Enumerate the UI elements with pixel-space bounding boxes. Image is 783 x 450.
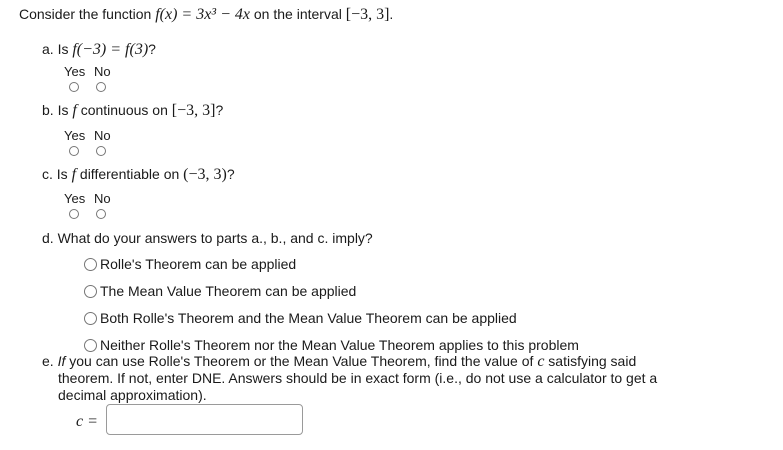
option-rolle[interactable]: Rolle's Theorem can be applied	[84, 255, 296, 273]
option-both[interactable]: Both Rolle's Theorem and the Mean Value Theorem can be applied	[84, 309, 517, 327]
answer-input[interactable]	[106, 404, 303, 435]
question-d: d. What do your answers to parts a., b., and c. imply?	[42, 230, 373, 246]
no-label: No	[94, 128, 111, 143]
yes-label: Yes	[64, 128, 86, 143]
option-mvt[interactable]: The Mean Value Theorem can be applied	[84, 282, 356, 300]
question-a: a. Is f(−3) = f(3)?	[42, 41, 156, 58]
question-c: c. Is f differentiable on (−3, 3)?	[42, 166, 235, 183]
radio-option-both[interactable]	[84, 312, 97, 325]
radio-option-mvt[interactable]	[84, 285, 97, 298]
question-b: b. Is f continuous on [−3, 3]?	[42, 102, 224, 119]
option-neither[interactable]: Neither Rolle's Theorem nor the Mean Value Theorem applies to this problem	[84, 336, 579, 354]
radio-option-neither[interactable]	[84, 339, 97, 352]
radio-b-no[interactable]	[96, 146, 106, 156]
interval-expression: [−3, 3]	[345, 6, 390, 23]
yes-no-labels-b	[64, 128, 111, 143]
radio-a-no[interactable]	[96, 82, 106, 92]
question-e: e. If you can use Rolle's Theorem or the Mean Value Theorem, find the value of c satisfying said theorem. If not, enter DNE. Answers should be in exact form (i.e., do not use a calculator to get a decimal approximation).	[42, 353, 658, 403]
problem-statement: Consider the function f(x) = 3x³ − 4x on the interval [−3, 3].	[19, 6, 394, 23]
radio-c-yes[interactable]	[69, 209, 79, 219]
yes-no-labels-c	[64, 191, 111, 206]
yes-label: Yes	[64, 64, 86, 79]
radio-c-no[interactable]	[96, 209, 106, 219]
no-label: No	[94, 64, 111, 79]
function-expression: f(x) = 3x³ − 4x	[155, 6, 250, 23]
no-label: No	[94, 191, 111, 206]
radio-b-yes[interactable]	[69, 146, 79, 156]
radio-a-yes[interactable]	[69, 82, 79, 92]
answer-label: c =	[76, 413, 98, 430]
radio-option-rolle[interactable]	[84, 258, 97, 271]
yes-label: Yes	[64, 191, 86, 206]
yes-no-labels-a	[64, 64, 111, 79]
